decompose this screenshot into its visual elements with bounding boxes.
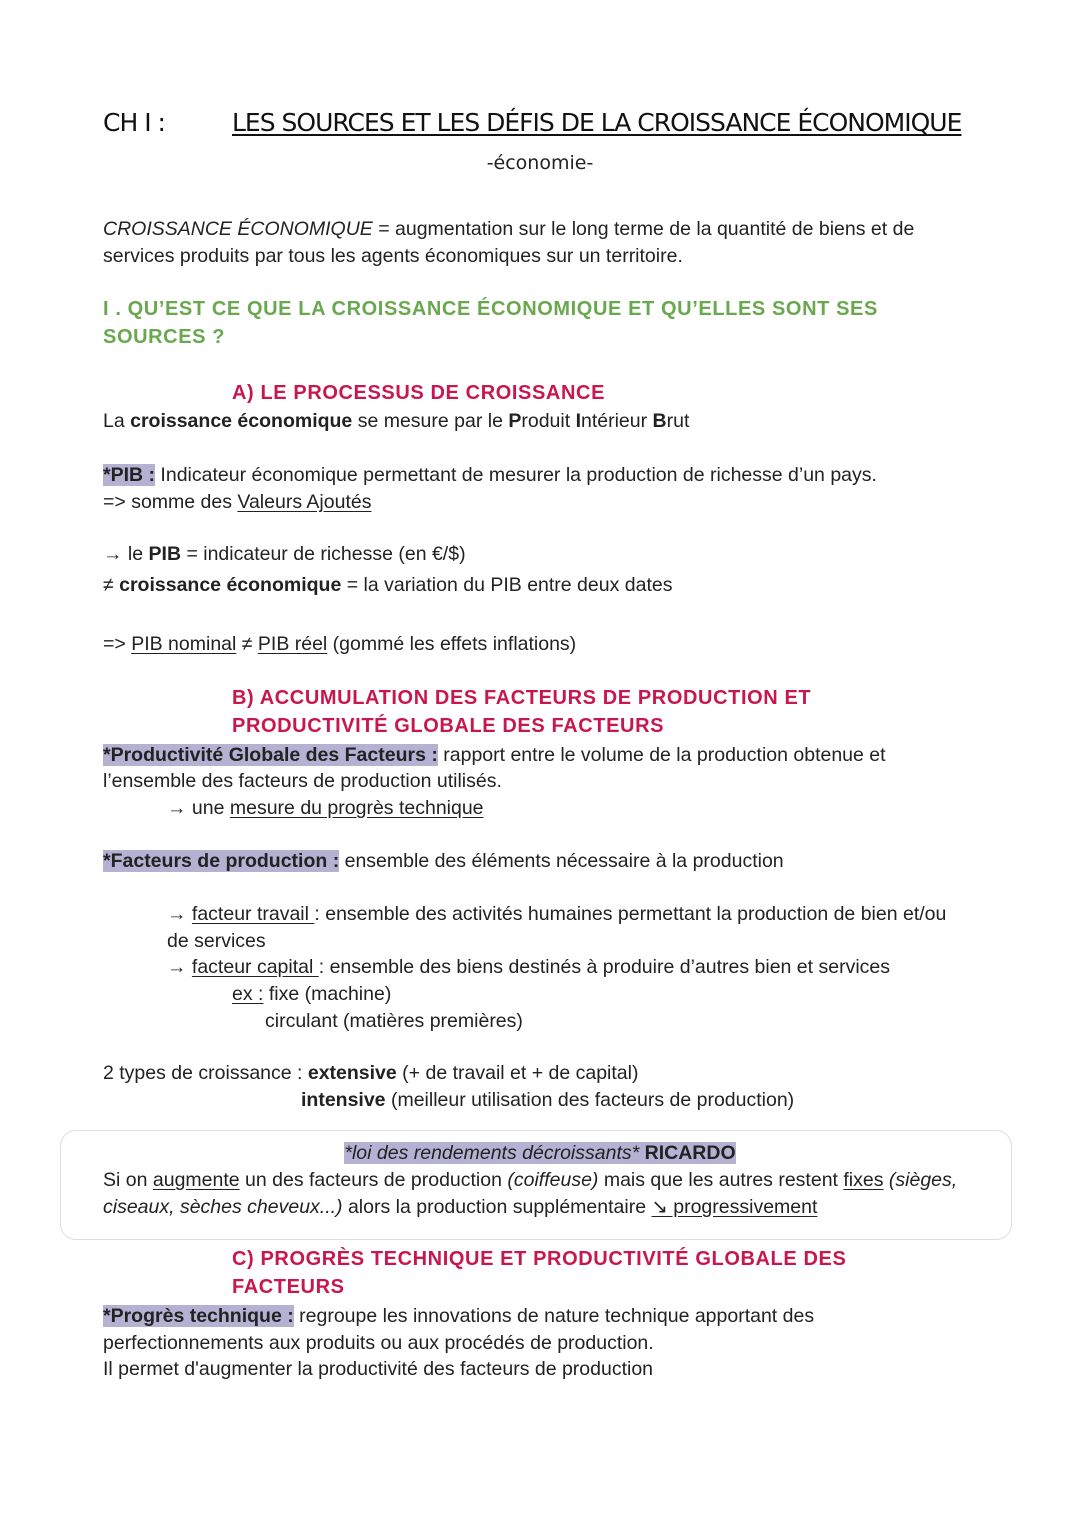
text: (sièges, — [883, 1169, 958, 1191]
intensive-line — [301, 1087, 794, 1113]
text: RICARDO — [644, 1142, 736, 1164]
text: Valeurs Ajoutés — [237, 491, 372, 513]
text: regroupe les innovations de nature technique apportant des — [293, 1305, 815, 1327]
text: (meilleur utilisation des facteurs de production) — [385, 1089, 795, 1111]
section-heading: I . QU’EST CE QUE LA CROISSANCE ÉCONOMIQUE ET QU’ELLES SONT SES — [103, 298, 878, 320]
text: P — [508, 410, 522, 432]
text: se mesure par le — [352, 410, 509, 432]
ricardo-title — [0, 1140, 1080, 1166]
text: ex : — [232, 983, 264, 1005]
text: fixes — [843, 1169, 884, 1191]
text: extensive — [307, 1062, 397, 1084]
text: (+ de travail et + de capital) — [396, 1062, 639, 1084]
text: augmente — [152, 1169, 240, 1191]
ricardo-line-1 — [103, 1167, 957, 1193]
subsection-b-heading: B) ACCUMULATION DES FACTEURS DE PRODUCTION ET — [232, 687, 812, 709]
text: mesure du progrès technique — [229, 797, 484, 819]
fp-label: *Facteurs de production : — [103, 850, 340, 872]
pib-measure-line — [103, 408, 689, 434]
text: roduit — [521, 410, 576, 432]
text: croissance économique — [130, 410, 353, 432]
text: ≠ — [103, 574, 120, 596]
text: ≠ — [236, 633, 258, 655]
pt-definition — [103, 1303, 814, 1329]
pgf-definition-cont: l’ensemble des facteurs de production utilisés. — [103, 770, 502, 792]
text: PIB nominal — [131, 633, 237, 655]
text: Indicateur économique permettant de mesurer la production de richesse d’un pays. — [155, 464, 877, 486]
text: : ensemble des biens destinés à produire d’autres bien et services — [318, 956, 890, 978]
text: (gommé les effets inflations) — [327, 633, 577, 655]
text: I — [575, 410, 581, 432]
text: rut — [666, 410, 690, 432]
text: mais que les autres restent — [598, 1169, 844, 1191]
example-line — [232, 981, 391, 1007]
text: *loi des rendements décroissants* — [344, 1142, 645, 1164]
pgf-measure-line — [167, 795, 484, 821]
text: PIB réel — [257, 633, 328, 655]
text: → — [167, 903, 192, 925]
text: rapport entre le volume de la production obtenue et — [437, 744, 886, 766]
nominal-real-line — [103, 631, 576, 657]
text: ntérieur — [581, 410, 653, 432]
chapter-number: CH I : — [103, 108, 165, 137]
text: PIB — [148, 543, 182, 565]
text: → une — [167, 797, 230, 819]
definition-text: = augmentation sur le long terme de la quantité de biens et de — [372, 218, 915, 240]
pt-definition-cont: perfectionnements aux produits ou aux procédés de production. — [103, 1332, 654, 1354]
section-heading-cont: SOURCES ? — [103, 326, 226, 348]
text: alors la production supplémentaire — [342, 1196, 652, 1218]
subsection-c-heading: C) PROGRÈS TECHNIQUE ET PRODUCTIVITÉ GLOBALE DES — [232, 1248, 847, 1270]
definition-line-2: services produits par tous les agents économiques sur un territoire. — [103, 245, 683, 267]
page-subtitle: -économie- — [486, 152, 594, 174]
facteur-travail-cont: de services — [167, 930, 266, 952]
text: = indicateur de richesse (en €/$) — [181, 543, 466, 565]
pib-label: *PIB : — [103, 464, 156, 486]
text: croissance économique — [119, 574, 342, 596]
text: Si on — [103, 1169, 153, 1191]
growth-types-line — [103, 1060, 638, 1086]
facteur-capital-line — [167, 954, 890, 980]
definition-term: CROISSANCE ÉCONOMIQUE — [103, 218, 373, 240]
text: : ensemble des activités humaines permettant la production de bien et/ou — [314, 903, 947, 925]
pib-indicator-line — [103, 541, 466, 567]
pgf-label: *Productivité Globale des Facteurs : — [103, 744, 438, 766]
ricardo-line-2 — [103, 1194, 817, 1220]
text: 2 types de croissance : — [103, 1062, 308, 1084]
text: => somme des — [103, 491, 238, 513]
pt-label: *Progrès technique : — [103, 1305, 294, 1327]
text: ↘ progressivement — [651, 1196, 818, 1218]
subsection-c-heading-cont: FACTEURS — [232, 1276, 345, 1298]
text: → le — [103, 543, 149, 565]
page-title: LES SOURCES ET LES DÉFIS DE LA CROISSANCE ÉCONOMIQUE — [232, 108, 962, 137]
text: B — [652, 410, 667, 432]
text: un des facteurs de production — [239, 1169, 508, 1191]
pgf-definition — [103, 742, 886, 768]
subsection-b-heading-cont: PRODUCTIVITÉ GLOBALE DES FACTEURS — [232, 715, 665, 737]
text: fixe (machine) — [263, 983, 392, 1005]
text: ciseaux, sèches cheveux...) — [103, 1196, 343, 1218]
text: → — [167, 956, 192, 978]
subsection-a-heading: A) LE PROCESSUS DE CROISSANCE — [232, 382, 606, 404]
circulant-line: circulant (matières premières) — [265, 1010, 523, 1032]
text: (coiffeuse) — [507, 1169, 599, 1191]
pib-sum-line — [103, 489, 371, 515]
text: facteur travail — [191, 903, 315, 925]
text: => — [103, 633, 132, 655]
growth-variation-line — [103, 572, 672, 598]
facteur-travail-line — [167, 901, 946, 927]
text: = la variation du PIB entre deux dates — [341, 574, 673, 596]
text: intensive — [301, 1089, 386, 1111]
text: ensemble des éléments nécessaire à la production — [339, 850, 784, 872]
fp-definition — [103, 848, 784, 874]
pib-definition — [103, 462, 877, 488]
text: facteur capital — [191, 956, 319, 978]
pt-definition-cont-2: Il permet d'augmenter la productivité des facteurs de production — [103, 1358, 654, 1380]
definition-line — [103, 216, 914, 242]
text: La — [103, 410, 131, 432]
